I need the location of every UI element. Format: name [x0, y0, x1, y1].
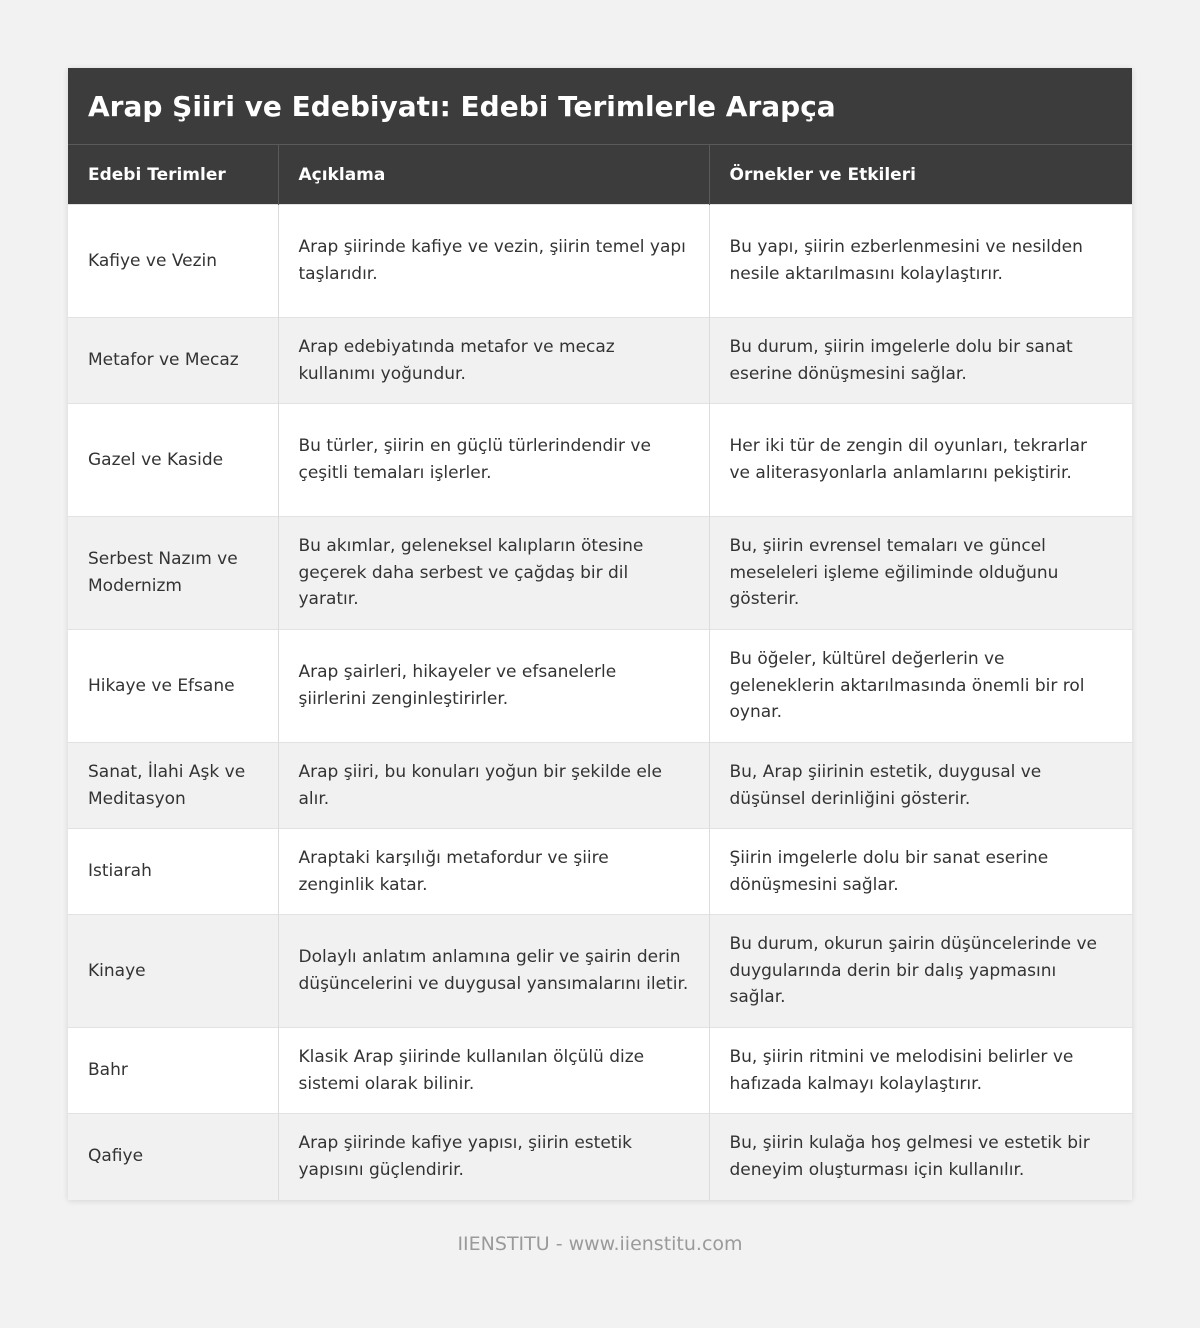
- term-cell: Istiarah: [68, 829, 278, 915]
- example-cell: Bu, şiirin kulağa hoş gelmesi ve estetik bir deneyim oluşturması için kullanılır.: [709, 1114, 1132, 1200]
- description-cell: Araptaki karşılığı metafordur ve şiire zenginlik katar.: [278, 829, 709, 915]
- description-cell: Klasik Arap şiirinde kullanılan ölçülü dize sistemi olarak bilinir.: [278, 1028, 709, 1114]
- example-cell: Her iki tür de zengin dil oyunları, tekrarlar ve aliterasyonlarla anlamlarını pekiştirir.: [709, 404, 1132, 517]
- example-cell: Bu, şiirin ritmini ve melodisini belirler ve hafızada kalmayı kolaylaştırır.: [709, 1028, 1132, 1114]
- description-cell: Arap şiirinde kafiye ve vezin, şiirin temel yapı taşlarıdır.: [278, 205, 709, 318]
- example-cell: Bu, şiirin evrensel temaları ve güncel meseleleri işleme eğiliminde olduğunu gösterir.: [709, 517, 1132, 630]
- description-cell: Arap şiirinde kafiye yapısı, şiirin estetik yapısını güçlendirir.: [278, 1114, 709, 1200]
- description-cell: Bu türler, şiirin en güçlü türlerindendir ve çeşitli temaları işlerler.: [278, 404, 709, 517]
- example-cell: Şiirin imgelerle dolu bir sanat eserine dönüşmesini sağlar.: [709, 829, 1132, 915]
- header-row: [68, 145, 1132, 205]
- term-cell: Qafiye: [68, 1114, 278, 1200]
- example-cell: Bu durum, şiirin imgelerle dolu bir sanat eserine dönüşmesini sağlar.: [709, 318, 1132, 404]
- table-title: Arap Şiiri ve Edebiyatı: Edebi Terimlerle Arapça: [68, 68, 1132, 144]
- table-row: [68, 743, 1132, 829]
- term-cell: Sanat, İlahi Aşk ve Meditasyon: [68, 743, 278, 829]
- description-cell: Arap edebiyatında metafor ve mecaz kullanımı yoğundur.: [278, 318, 709, 404]
- term-cell: Serbest Nazım ve Modernizm: [68, 517, 278, 630]
- table-card: [68, 68, 1132, 1200]
- example-cell: Bu yapı, şiirin ezberlenmesini ve nesilden nesile aktarılmasını kolaylaştırır.: [709, 205, 1132, 318]
- term-cell: Metafor ve Mecaz: [68, 318, 278, 404]
- example-cell: Bu, Arap şiirinin estetik, duygusal ve düşünsel derinliğini gösterir.: [709, 743, 1132, 829]
- table-row: [68, 318, 1132, 404]
- term-cell: Hikaye ve Efsane: [68, 630, 278, 743]
- table-row: [68, 1028, 1132, 1114]
- description-cell: Bu akımlar, geleneksel kalıpların ötesine geçerek daha serbest ve çağdaş bir dil yaratır.: [278, 517, 709, 630]
- term-cell: Kinaye: [68, 915, 278, 1028]
- term-cell: Gazel ve Kaside: [68, 404, 278, 517]
- table-row: [68, 205, 1132, 318]
- term-cell: Kafiye ve Vezin: [68, 205, 278, 318]
- header-terms: Edebi Terimler: [68, 145, 278, 205]
- table-row: [68, 630, 1132, 743]
- table-row: [68, 1114, 1132, 1200]
- header-examples: Örnekler ve Etkileri: [709, 145, 1132, 205]
- description-cell: Dolaylı anlatım anlamına gelir ve şairin derin düşüncelerini ve duygusal yansımalarını iletir.: [278, 915, 709, 1028]
- table-row: [68, 915, 1132, 1028]
- term-cell: Bahr: [68, 1028, 278, 1114]
- footer-credit: IIENSTITU - www.iienstitu.com: [457, 1233, 743, 1255]
- table-row: [68, 404, 1132, 517]
- table-row: [68, 517, 1132, 630]
- description-cell: Arap şiiri, bu konuları yoğun bir şekilde ele alır.: [278, 743, 709, 829]
- example-cell: Bu öğeler, kültürel değerlerin ve geleneklerin aktarılmasında önemli bir rol oynar.: [709, 630, 1132, 743]
- header-description: Açıklama: [278, 145, 709, 205]
- terms-table: [68, 144, 1132, 1200]
- table-row: [68, 829, 1132, 915]
- example-cell: Bu durum, okurun şairin düşüncelerinde ve duygularında derin bir dalış yapmasını sağlar.: [709, 915, 1132, 1028]
- description-cell: Arap şairleri, hikayeler ve efsanelerle şiirlerini zenginleştirirler.: [278, 630, 709, 743]
